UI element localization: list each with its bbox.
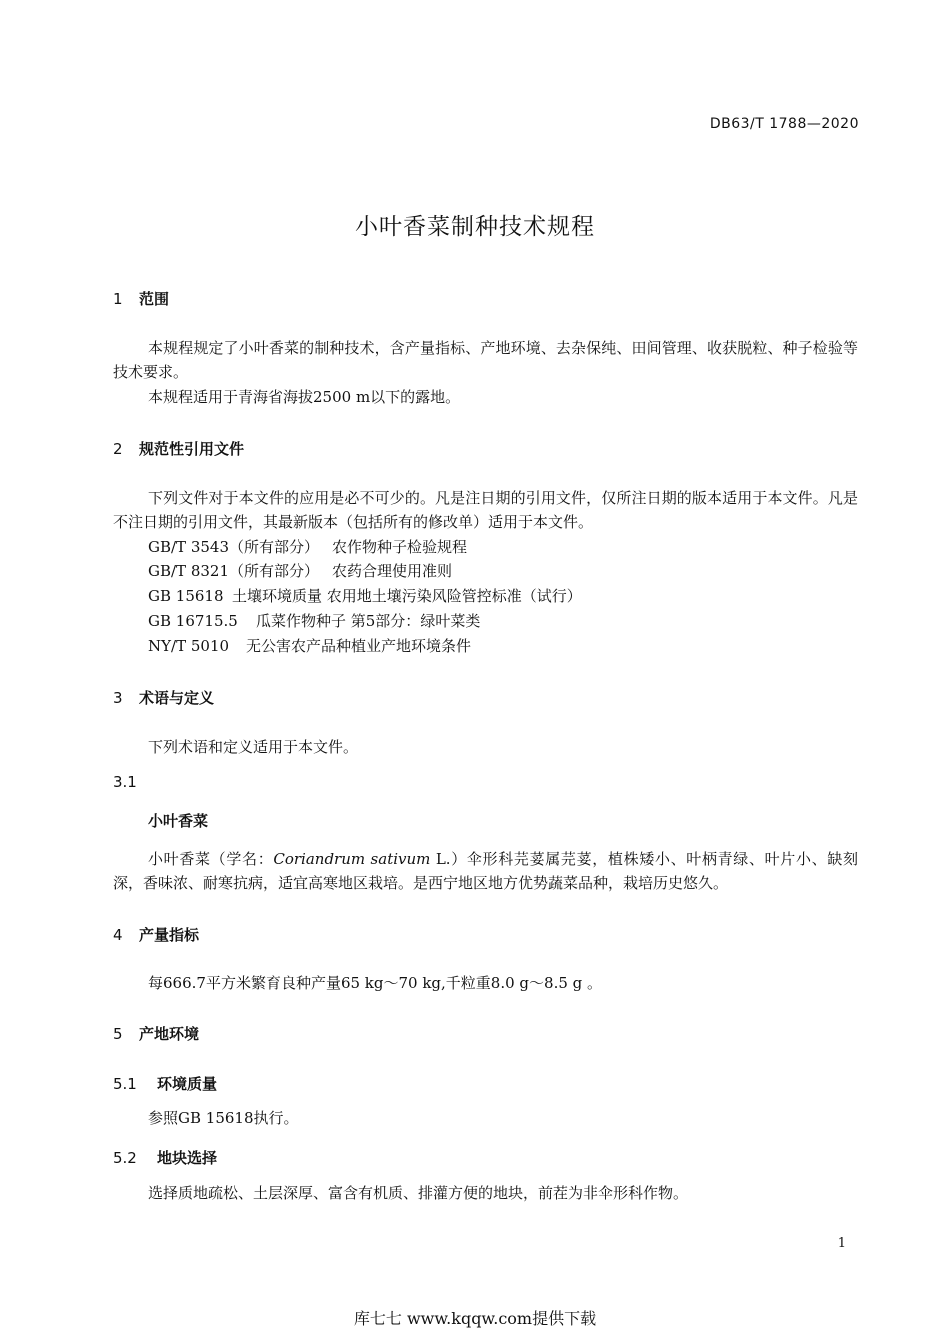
subsection-5-2-heading — [113, 1147, 217, 1168]
section-2-heading — [113, 438, 244, 459]
section-title: 产量指标 — [139, 926, 200, 944]
reference-title: 无公害农产品种植业产地环境条件 — [246, 637, 472, 655]
reference-title: 农药合理使用准则 — [332, 562, 453, 580]
subsection-number: 5.2 — [113, 1149, 137, 1167]
section-title: 规范性引用文件 — [139, 440, 245, 458]
subsection-5-1-text: 参照GB 15618执行。 — [148, 1109, 299, 1127]
reference-code: NY/T 5010 — [148, 637, 230, 655]
section-title: 术语与定义 — [139, 689, 215, 707]
section-4-heading — [113, 924, 199, 945]
section-title: 产地环境 — [139, 1025, 200, 1043]
section-1-scope-paragraph: 本规程适用于青海省海拔2500 m以下的露地。 — [148, 388, 461, 406]
section-4-paragraph: 每666.7平方米繁育良种产量65 kg～70 kg,千粒重8.0 g～8.5 g 。 — [148, 974, 603, 992]
term-title: 小叶香菜 — [148, 812, 209, 830]
section-3-heading — [113, 687, 214, 708]
term-number: 3.1 — [113, 773, 137, 791]
download-footer: 库七七 www.kqqw.com提供下载 — [353, 1309, 597, 1328]
subsection-5-1-heading — [113, 1073, 217, 1094]
section-1-heading — [113, 288, 169, 309]
section-5-heading — [113, 1023, 199, 1044]
subsection-title: 地块选择 — [157, 1149, 218, 1167]
section-2-paragraph: 下列文件对于本文件的应用是必不可少的。凡是注日期的引用文件，仅所注日期的版本适用于本文件。凡是不注日期的引用文件，其最新版本（包括所有的修改单）适用于本文件。 — [113, 489, 858, 531]
reference-item — [148, 584, 582, 608]
document-code: DB63/T 1788—2020 — [709, 116, 859, 132]
reference-code: GB/T 8321（所有部分） — [148, 562, 320, 580]
term-definition — [113, 847, 858, 895]
section-number: 2 — [113, 440, 123, 458]
reference-code: GB 15618 — [148, 587, 224, 605]
reference-title: 土壤环境质量 农用地土壤污染风险管控标准（试行） — [232, 587, 582, 605]
subsection-title: 环境质量 — [157, 1075, 218, 1093]
reference-item — [148, 559, 452, 583]
subsection-5-2-text: 选择质地疏松、土层深厚、富含有机质、排灌方便的地块，前茬为非伞形科作物。 — [148, 1184, 689, 1202]
section-title: 范围 — [139, 290, 170, 308]
reference-item — [148, 609, 480, 633]
reference-code: GB 16715.5 — [148, 612, 238, 630]
reference-item — [148, 634, 471, 658]
subsection-number: 5.1 — [113, 1075, 137, 1093]
definition-body: L.）伞形科芫荽属芫荽，植株矮小、叶柄青绿、叶片小、缺刻深，香味浓、耐寒抗病，适宜高寒地区栽培。是西宁地区地方优势蔬菜品种，栽培历史悠久。 — [113, 850, 858, 892]
definition-prefix: 小叶香菜（学名： — [148, 850, 274, 868]
latin-name: Coriandrum sativum — [273, 850, 431, 868]
document-title: 小叶香菜制种技术规程 — [355, 214, 595, 240]
section-number: 1 — [113, 290, 123, 308]
reference-title: 瓜菜作物种子 第5部分：绿叶菜类 — [256, 612, 481, 630]
section-number: 3 — [113, 689, 123, 707]
section-number: 5 — [113, 1025, 123, 1043]
reference-code: GB/T 3543（所有部分） — [148, 538, 320, 556]
reference-title: 农作物种子检验规程 — [332, 538, 468, 556]
section-1-paragraph: 本规程规定了小叶香菜的制种技术，含产量指标、产地环境、去杂保纯、田间管理、收获脱粒、种子检验等技术要求。 — [113, 339, 858, 381]
section-number: 4 — [113, 926, 123, 944]
page-number: 1 — [837, 1236, 846, 1251]
reference-item — [148, 535, 467, 559]
section-3-paragraph: 下列术语和定义适用于本文件。 — [148, 738, 359, 756]
